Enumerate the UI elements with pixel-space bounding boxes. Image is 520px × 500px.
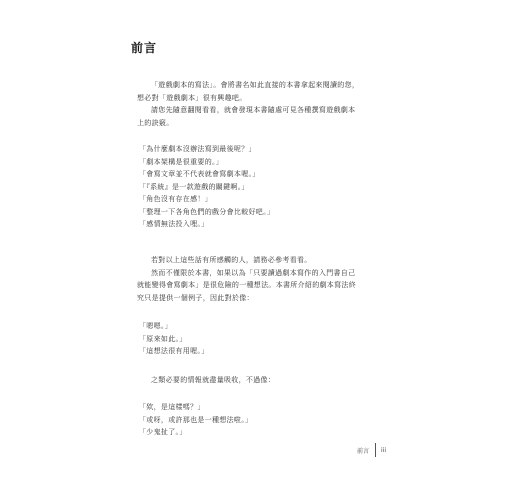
quote-line: 「原來如此。」 <box>139 334 187 343</box>
page-title: 前言 <box>131 41 158 55</box>
quote-line: 「嗯嗯。」 <box>139 322 172 330</box>
text-line: 之類必要的情報就盡量吸收，不過像： <box>151 376 276 384</box>
quote-line: 「或呀，或許那也是一種想法啦。」 <box>139 415 253 424</box>
quote-list-problems <box>137 143 399 231</box>
paragraph-intro <box>137 79 399 129</box>
footer-section-label: 前言 <box>357 447 370 455</box>
quote-line: 「『系統』是一款遊戲的關鍵啊。」 <box>139 182 249 191</box>
paragraph-absorb <box>137 374 399 387</box>
quote-line: 「會寫文章並不代表就會寫劇本喔。」 <box>139 170 260 178</box>
quote-line: 「感情無法投入哩。」 <box>139 220 209 228</box>
text-line: 上的訣竅。 <box>137 118 174 127</box>
quote-line: 「欸，是這樣嗎？」 <box>139 403 205 411</box>
text-line: 就能變得會寫劇本」是很危險的一種想法。本書所介紹的劇本寫法終 <box>137 281 356 289</box>
text-line: 想必對「遊戲劇本」很有興趣吧。 <box>137 93 247 102</box>
footer-divider <box>375 443 376 457</box>
quote-line: 「角色沒有存在感！」 <box>139 195 212 203</box>
quote-line: 「為什麼劇本沒辦法寫到最後呢？」 <box>139 145 256 153</box>
text-line: 請您先隨意翻閱看看，就會發現本書隨處可見各種撰寫遊戲劇本 <box>151 106 356 114</box>
paragraph-advice <box>137 254 399 304</box>
page-footer <box>357 443 386 457</box>
quote-list-agree <box>137 320 399 358</box>
quote-line: 「劇本架構是很重要的。」 <box>139 157 224 166</box>
page-number: iii <box>381 446 387 454</box>
quote-line: 「少鬼扯了。」 <box>139 428 187 436</box>
quote-line: 「整理一下各角色們的戲分會比較好吧。」 <box>139 207 275 216</box>
quote-line: 「這想法很有用喔。」 <box>139 347 209 355</box>
text-line: 「遊戲劇本的寫法」。會將書名如此直接的本書拿起來閱讀的您， <box>151 81 360 89</box>
text-line: 然而不僅限於本書，如果以為「只要讀過劇本寫作的入門書自己 <box>151 268 356 277</box>
text-line: 究只是提供一個例子，因此對於像： <box>137 293 254 302</box>
quote-list-doubt <box>137 401 399 439</box>
text-line: 若對以上這些話有所感觸的人，請務必參考看看。 <box>151 256 312 264</box>
